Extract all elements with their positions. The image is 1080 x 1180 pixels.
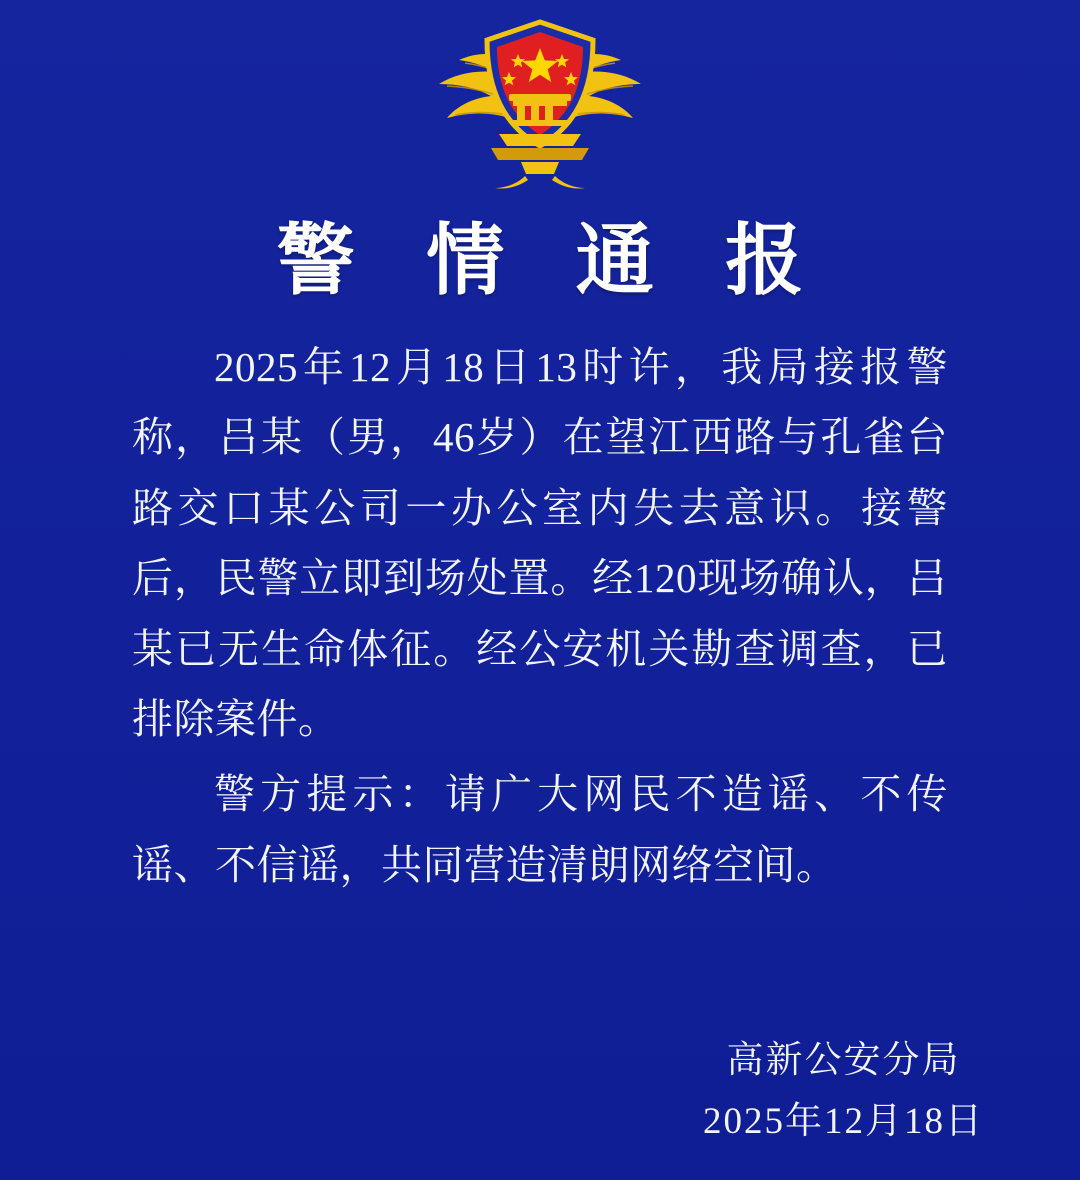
issue-date: 2025年12月18日: [703, 1100, 984, 1142]
notice-paragraph-2: 警方提示：请广大网民不造谣、不传谣、不信谣，共同营造清朗网络空间。: [132, 770, 948, 888]
signature-block: [703, 1030, 984, 1152]
issuing-authority: 高新公安分局: [726, 1039, 961, 1081]
china-police-emblem-icon: [425, 14, 655, 192]
notice-body: [132, 332, 948, 904]
notice-paragraph-1: 2025年12月18日13时许，我局接报警称，吕某（男，46岁）在望江西路与孔雀台路交口某公司一办公室内失去意识。接警后，民警立即到场处置。经120现场确认，吕某已无生命体征。经公安机关勘查调查，已排除案件。: [132, 343, 948, 743]
page-title: 警 情 通 报: [276, 217, 830, 304]
